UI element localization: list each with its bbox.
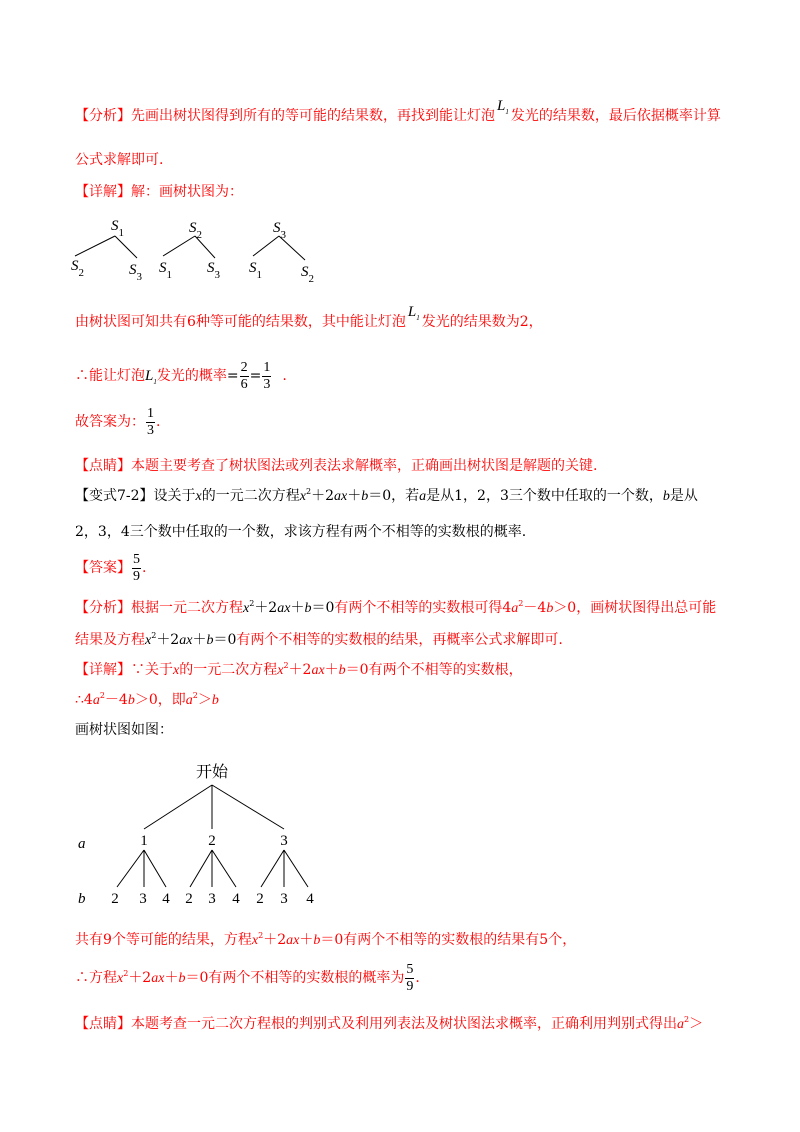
tree-s-group-2 (159, 220, 221, 281)
tree-row-b-label: b (78, 891, 86, 907)
bulb-symbol: $L_1$ (497, 98, 509, 116)
tree-s-group-1 (71, 218, 143, 283)
probability-line-2: ∴方程$x^2+2ax+b=0$有两个不相等的实数根的概率为 $\frac{5}{9}$ . (75, 961, 420, 994)
detail-tag: 【详解】 (75, 662, 131, 678)
tree-s-root-1: $S_1$ (111, 218, 124, 239)
fraction-one-third: $\frac{1}{3}$ (263, 359, 271, 392)
tree-s-leaf: $S_3$ (207, 260, 220, 281)
tree-branch-2 (185, 833, 240, 907)
analysis-line-4: 结果及方程$x^2+2ax+b=0$有两个不相等的实数根的结果，再概率公式求解即可. (75, 631, 563, 648)
tree-s-root-2: $S_2$ (189, 220, 202, 241)
tree-s-root-3: $S_3$ (273, 220, 286, 241)
tree-node-a: 1 (140, 833, 148, 849)
tree-row-a-label: a (78, 836, 86, 852)
tree-node-b: 3 (208, 891, 216, 907)
answer-line-1: 故答案为： $\frac{1}{3}$ . (75, 405, 161, 438)
comment-line-2: 【点睛】本题考查一元二次方程根的判别式及利用列表法及树状图法求概率，正确利用判别式得出$a^2>$ (75, 1015, 704, 1032)
answer-tag: 【答案】 (75, 560, 131, 576)
answer-line-2: 【答案】 $\frac{5}{9}$ . (75, 551, 147, 584)
tree-s-leaf: $S_3$ (129, 262, 142, 283)
tree-s-leaf: $S_1$ (249, 260, 262, 281)
tree-node-a: 2 (208, 833, 216, 849)
comment-line-1: 【点睛】本题主要考查了树状图法或列表法求解概率，正确画出树状图是解题的关键. (75, 458, 598, 474)
analysis-line-2: 公式求解即可. (75, 152, 164, 168)
analysis-tag: 【分析】 (75, 600, 131, 616)
tree-node-b: 3 (139, 891, 147, 907)
tree-diagram-s (65, 210, 335, 290)
detail-line-2: 【详解】∵关于x的一元二次方程$x^2+2ax+b=0$有两个不相等的实数根， (75, 661, 523, 678)
detail-line-1: 【详解】解：画树状图为： (75, 184, 243, 200)
tree-node-b: 2 (111, 891, 119, 907)
variant-line-2: 2，3，4三个数中任取的一个数，求该方程有两个不相等的实数根的概率. (75, 524, 527, 540)
analysis-tag: 【分析】 (75, 108, 131, 124)
answer-fraction: $\frac{1}{3}$ (147, 405, 154, 438)
tree-node-b: 4 (232, 891, 240, 907)
probability-line-1: ∴能让灯泡$L_1$发光的概率= $\frac{2}{6}$ = $\frac{1}{3}$ . (75, 359, 287, 392)
tree-s-group-3 (249, 220, 314, 285)
fraction-five-ninths: $\frac{5}{9}$ (406, 961, 414, 994)
comment-tag: 【点睛】 (75, 458, 131, 474)
tree-node-b: 4 (306, 891, 314, 907)
tree-node-b: 4 (162, 891, 170, 907)
tree-s-leaf: $S_1$ (159, 260, 172, 281)
tree-s-leaf: $S_2$ (71, 258, 84, 279)
tree-node-b: 2 (256, 891, 264, 907)
tree-diagram-start (70, 755, 340, 910)
tree-branch-3 (256, 833, 314, 907)
comment-tag: 【点睛】 (75, 1016, 131, 1032)
bulb-symbol: $L_1$ (145, 368, 157, 386)
result-line-2: 共有9个等可能的结果，方程$x^2+2ax+b=0$有两个不相等的实数根的结果有5个， (75, 931, 577, 948)
variant-tag: 【变式7-2】 (75, 488, 154, 504)
tree-node-b: 3 (280, 891, 288, 907)
detail-line-4: 画树状图如图： (75, 722, 173, 738)
tree-start-label: 开始 (195, 764, 229, 781)
fraction-two-sixths: $\frac{2}{6}$ (240, 359, 248, 392)
tree-node-a: 3 (280, 833, 288, 849)
analysis-line-3: 【分析】根据一元二次方程$x^2+2ax+b=0$有两个不相等的实数根可得$4a^2-4b>0$，画树状图得出总可能 (75, 599, 717, 616)
result-line-1: 由树状图可知共有6种等可能的结果数，其中能让灯泡$L_1$ 发光的结果数为2， (75, 304, 543, 330)
bulb-symbol: $L_1$ (407, 304, 420, 322)
variant-line-1: 【变式7-2】设关于x的一元二次方程$x^2+2ax+b=0$，若a是从1，2，3三个数中任取的一个数，b是从 (75, 487, 698, 504)
tree-s-leaf: $S_2$ (301, 264, 314, 285)
answer-fraction: $\frac{5}{9}$ (133, 551, 140, 584)
detail-line-3: $\therefore 4a^2-4b>0$，即$a^2>b$ (75, 691, 219, 708)
tree-branch-1 (111, 833, 170, 907)
detail-tag: 【详解】 (75, 184, 131, 200)
analysis-line-1: 【分析】先画出树状图得到所有的等可能的结果数，再找到能让灯泡$L_1$ 发光的结果数，最后依据概率计算 (75, 98, 721, 124)
tree-node-b: 2 (185, 891, 193, 907)
